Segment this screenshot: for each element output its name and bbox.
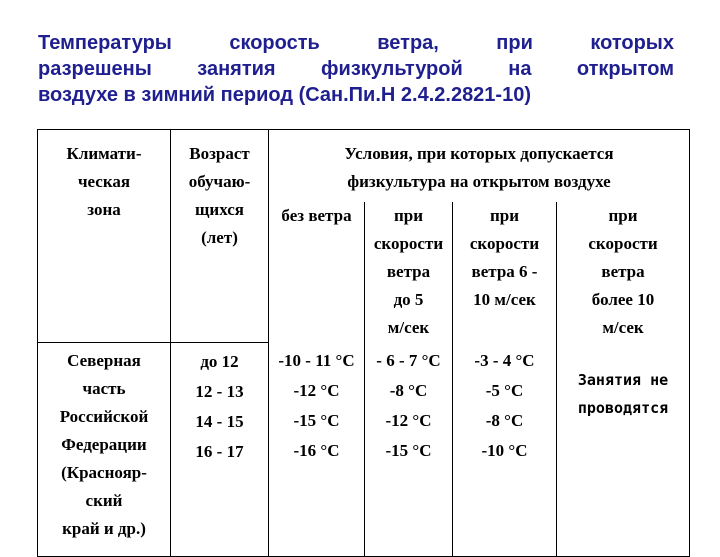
subheader-wind-to-5: при скорости ветра до 5 м/сек — [365, 202, 453, 342]
title-line-2: разрешены занятия физкультурой на открытом — [38, 58, 674, 80]
climate-zone-header: Климати- ческая зона — [38, 130, 171, 343]
climate-zone-cell: Северная часть Российской Федерации (Краснояр- ский край и др.) — [38, 342, 171, 557]
title-line-3: воздухе в зимний период (Сан.Пи.Н 2.4.2.2821-10) — [38, 84, 531, 106]
wind-over-10-values: Занятия не проводятся — [557, 342, 690, 557]
page-title — [38, 30, 674, 108]
wind-6-10-values: -3 - 4 °С -5 °С -8 °С -10 °С — [453, 342, 557, 557]
temperature-table — [37, 129, 690, 557]
conditions-header: Условия, при которых допускается физкультура на открытом воздухе — [269, 130, 690, 203]
age-values: до 12 12 - 13 14 - 15 16 - 17 — [171, 342, 269, 557]
no-wind-values: -10 - 11 °С -12 °С -15 °С -16 °С — [269, 342, 365, 557]
subheader-wind-over-10: при скорости ветра более 10 м/сек — [557, 202, 690, 342]
wind-to-5-values: - 6 - 7 °С -8 °С -12 °С -15 °С — [365, 342, 453, 557]
age-header: Возраст обучаю- щихся (лет) — [171, 130, 269, 343]
title-line-1: Температуры скорость ветра, при которых — [38, 32, 674, 54]
subheader-wind-6-10: при скорости ветра 6 - 10 м/сек — [453, 202, 557, 342]
subheader-no-wind: без ветра — [269, 202, 365, 342]
